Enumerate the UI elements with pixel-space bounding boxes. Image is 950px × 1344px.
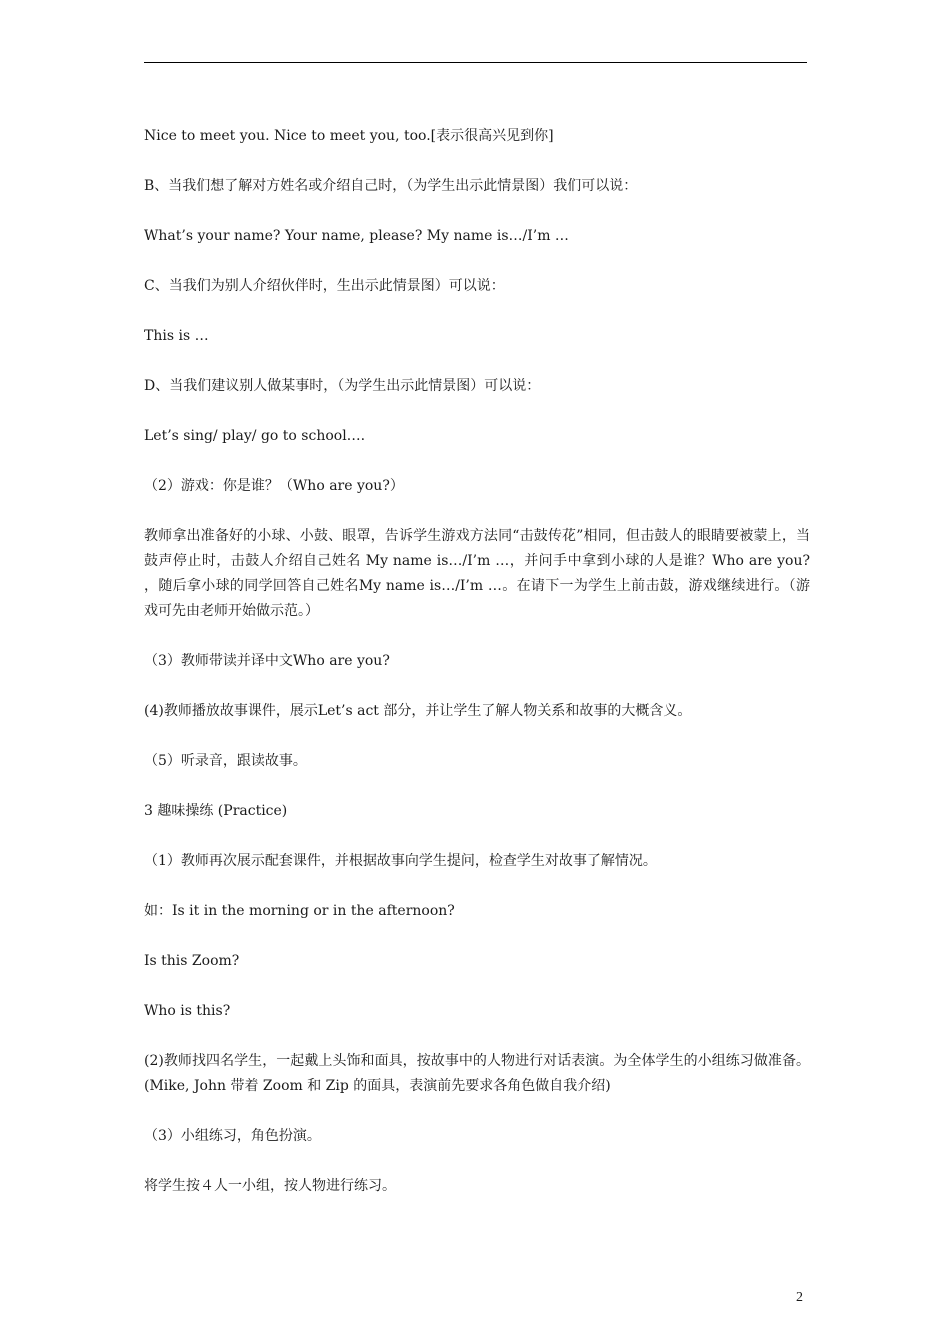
page-number: 2 [796,1290,803,1305]
document-body [144,124,810,1199]
paragraph: （2）游戏：你是谁？（Who are you?） [144,478,404,494]
paragraph: D、当我们建议别人做某事时，（为学生出示此情景图）可以说： [144,378,541,394]
paragraph: 将学生按４人一小组，按人物进行练习。 [144,1178,396,1194]
paragraph: （3）小组练习，角色扮演。 [144,1128,321,1144]
paragraph: This is … [144,328,209,344]
paragraph: （3）教师带读并译中文Who are you? [144,653,390,669]
paragraph: Let’s sing/ play/ go to school…. [144,428,366,444]
paragraph: （1）教师再次展示配套课件，并根据故事向学生提问，检查学生对故事了解情况。 [144,853,657,869]
paragraph: （5）听录音，跟读故事。 [144,753,307,769]
paragraph: What’s your name? Your name, please? My name is…/I’m … [144,228,569,244]
paragraph: (4)教师播放故事课件，展示Let’s act 部分，并让学生了解人物关系和故事的大概含义。 [144,703,692,719]
paragraph: Who is this? [144,1003,231,1019]
section-heading: 3 趣味操练 (Practice) [144,803,288,819]
paragraph: Nice to meet you. Nice to meet you, too.[表示很高兴见到你] [144,128,554,144]
header-rule [144,62,807,63]
paragraph: (2)教师找四名学生，一起戴上头饰和面具，按故事中的人物进行对话表演。为全体学生的小组练习做准备。(Mike, John 带着 Zoom 和 Zip 的面具，表演前先要求各角色做自我介绍) [144,1053,810,1094]
paragraph: Is this Zoom? [144,953,240,969]
paragraph: B、当我们想了解对方姓名或介绍自己时，（为学生出示此情景图）我们可以说： [144,178,638,194]
paragraph: C、当我们为别人介绍伙伴时，生出示此情景图）可以说： [144,278,505,294]
paragraph: 如：Is it in the morning or in the afternoon? [144,903,455,919]
paragraph: 教师拿出准备好的小球、小鼓、眼罩，告诉学生游戏方法同“击鼓传花”相同，但击鼓人的眼睛要被蒙上，当鼓声停止时，击鼓人介绍自己姓名 My name is…/I’m …，并问手中拿到小球的人是谁？Who are you? ，随后拿小球的同学回答自己姓名My name is…/I’m …。在请下一为学生上前击鼓，游戏继续进行。（游戏可先由老师开始做示范。） [144,528,810,619]
